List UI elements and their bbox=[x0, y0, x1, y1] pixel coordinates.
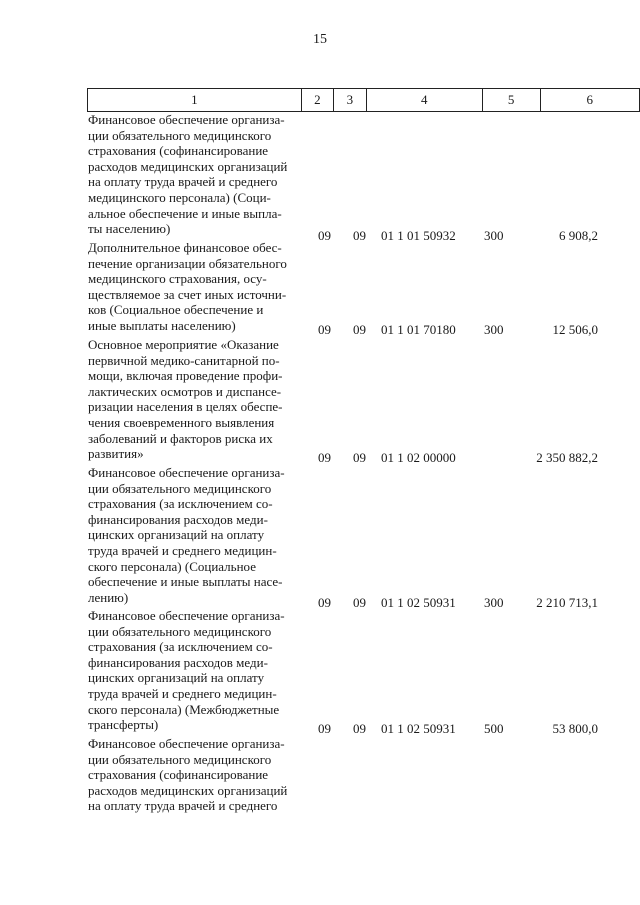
row-expense-type: 300 bbox=[484, 322, 504, 337]
row-expense-type: 500 bbox=[484, 721, 504, 736]
row-subsection: 09 bbox=[353, 721, 366, 736]
row-subsection: 09 bbox=[353, 228, 366, 243]
row-subsection: 09 bbox=[353, 595, 366, 610]
row-expense-type: 300 bbox=[484, 595, 504, 610]
row-target-code: 01 1 02 00000 bbox=[381, 450, 456, 465]
row-amount: 53 800,0 bbox=[552, 721, 598, 736]
row-target-code: 01 1 02 50931 bbox=[381, 721, 456, 736]
header-col-1: 1 bbox=[88, 89, 302, 112]
row-subsection: 09 bbox=[353, 450, 366, 465]
header-col-2: 2 bbox=[301, 89, 333, 112]
page-number: 15 bbox=[313, 32, 327, 47]
row-description: Финансовое обеспечение организа- ции обязательного медицинского страхования (за исключением со- финансирования расходов меди- цинских организаций на оплату труда врачей и среднего медицин- ского персонала) (Социальное обеспечение и иные выплаты насе- лению) bbox=[88, 465, 285, 605]
row-description: Дополнительное финансовое обес- печение организации обязательного медицинского страхования, осу- ществляемое за счет иных источни- ков (Социальное обеспечение и иные выплаты населению) bbox=[88, 240, 287, 333]
row-section: 09 bbox=[318, 450, 331, 465]
row-section: 09 bbox=[318, 595, 331, 610]
row-section: 09 bbox=[318, 721, 331, 736]
header-col-3: 3 bbox=[333, 89, 366, 112]
row-amount: 6 908,2 bbox=[559, 228, 598, 243]
row-expense-type: 300 bbox=[484, 228, 504, 243]
row-amount: 2 210 713,1 bbox=[536, 595, 598, 610]
header-col-6: 6 bbox=[540, 89, 639, 112]
row-target-code: 01 1 02 50931 bbox=[381, 595, 456, 610]
row-description: Финансовое обеспечение организа- ции обязательного медицинского страхования (софинансирование расходов медицинских организаций на оплату труда врачей и среднего медицинского персонала) (Соци- альное обеспечение и иные выпла- ты населению) bbox=[88, 112, 288, 237]
header-col-5: 5 bbox=[482, 89, 540, 112]
row-description: Финансовое обеспечение организа- ции обязательного медицинского страхования (софинансирование расходов медицинских организаций на оплату труда врачей и среднего bbox=[88, 736, 288, 814]
row-target-code: 01 1 01 50932 bbox=[381, 228, 456, 243]
table-header bbox=[87, 88, 640, 112]
row-description: Основное мероприятие «Оказание первичной медико-санитарной по- мощи, включая проведение профи- лактических осмотров и диспансе- ризации населения в целях обеспе- чения своевременного выявления заболеваний и факторов риска их развития» bbox=[88, 337, 283, 462]
row-amount: 2 350 882,2 bbox=[536, 450, 598, 465]
header-col-4: 4 bbox=[366, 89, 482, 112]
row-amount: 12 506,0 bbox=[552, 322, 598, 337]
row-section: 09 bbox=[318, 322, 331, 337]
row-description: Финансовое обеспечение организа- ции обязательного медицинского страхования (за исключением со- финансирования расходов меди- цинских организаций на оплату труда врачей и среднего медицин- ского персонала) (Межбюджетные трансферты) bbox=[88, 608, 285, 733]
row-subsection: 09 bbox=[353, 322, 366, 337]
row-section: 09 bbox=[318, 228, 331, 243]
row-target-code: 01 1 01 70180 bbox=[381, 322, 456, 337]
